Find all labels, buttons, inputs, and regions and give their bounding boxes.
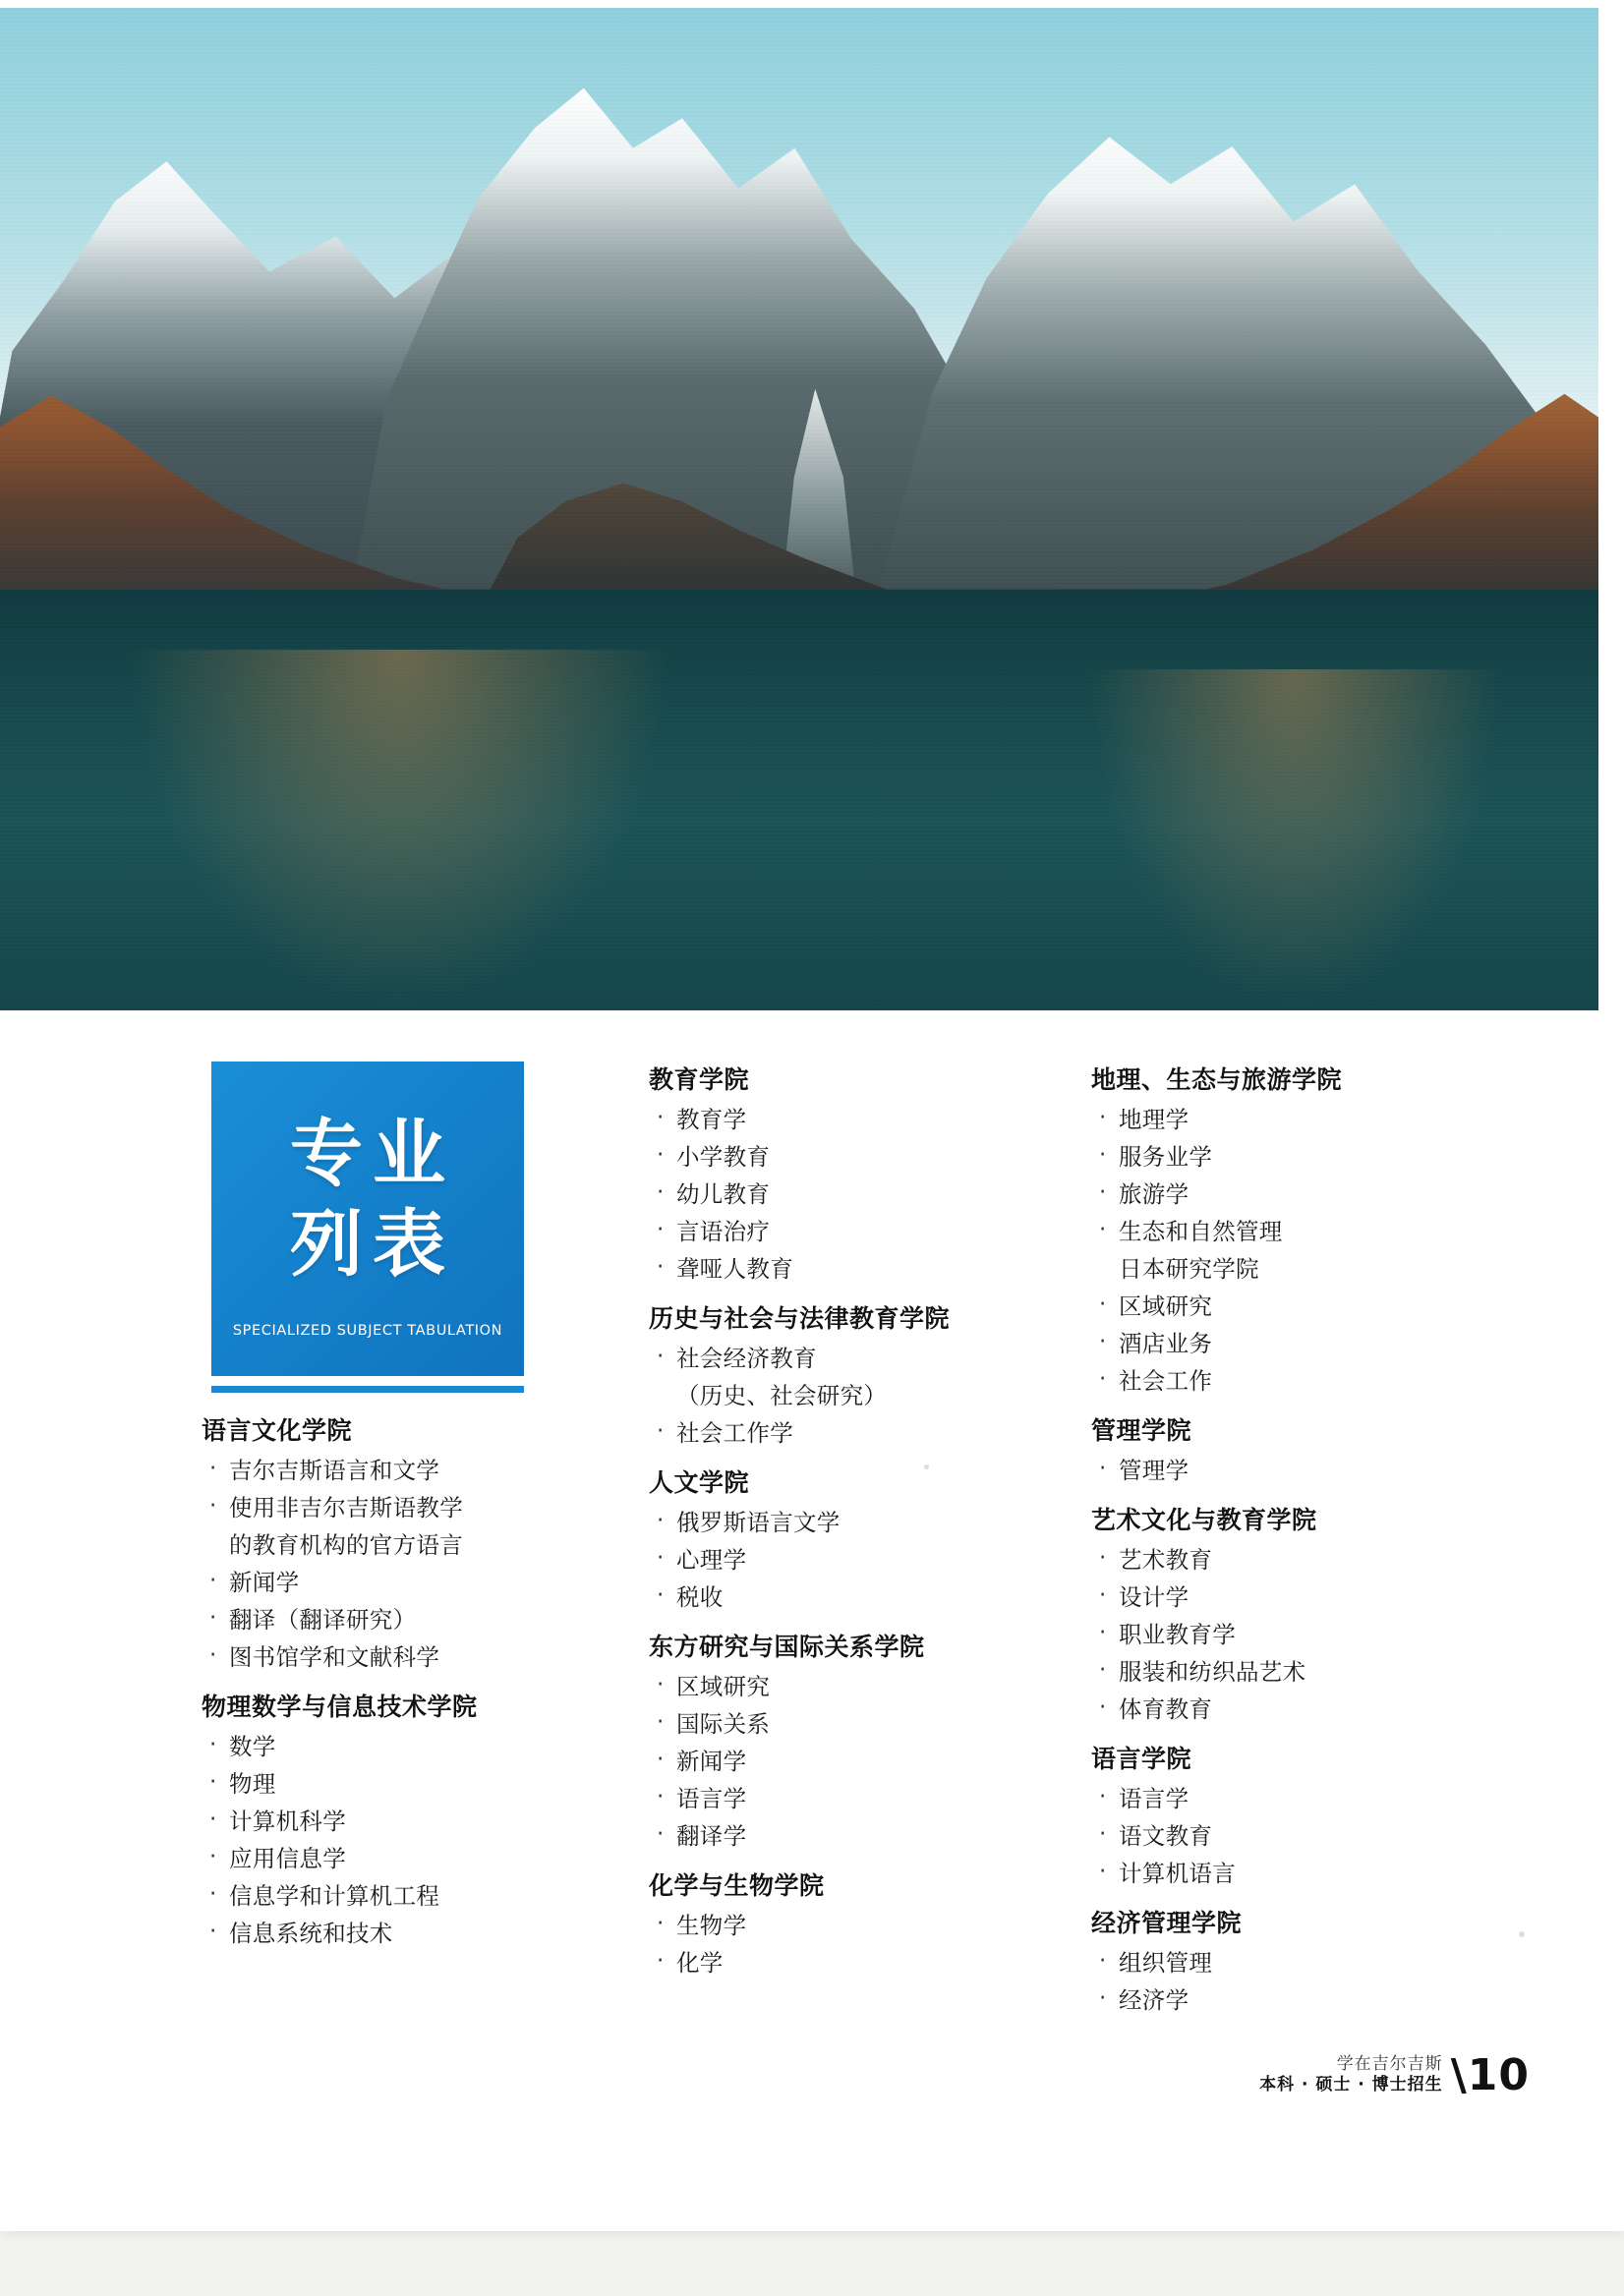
major-item: （历史、社会研究） bbox=[676, 1382, 888, 1409]
column-left bbox=[202, 1415, 565, 1968]
major-item: · 国际关系 bbox=[649, 1705, 1013, 1743]
major-list bbox=[649, 1340, 1013, 1452]
major-item: · 管理学 bbox=[1091, 1452, 1484, 1489]
major-item: · 应用信息学 bbox=[202, 1840, 565, 1877]
badge-underline bbox=[211, 1386, 524, 1393]
scan-speck bbox=[924, 1464, 929, 1469]
badge-title bbox=[211, 1109, 524, 1290]
major-item: · 心理学 bbox=[649, 1541, 1013, 1578]
badge-title-line2: 列表 bbox=[290, 1202, 455, 1287]
majors-content bbox=[0, 1017, 1624, 2231]
school-heading: 化学与生物学院 bbox=[649, 1871, 825, 1900]
school-heading: 管理学院 bbox=[1091, 1416, 1192, 1445]
major-item: · 翻译学 bbox=[649, 1817, 1013, 1855]
badge-subtitle: SPECIALIZED SUBJECT TABULATION bbox=[232, 1323, 503, 1339]
major-item: · 职业教育学 bbox=[1091, 1616, 1484, 1653]
major-item: · 幼儿教育 bbox=[649, 1176, 1013, 1213]
school-heading: 人文学院 bbox=[649, 1468, 750, 1497]
major-item: · 生物学 bbox=[649, 1907, 1013, 1944]
major-item: · 小学教育 bbox=[649, 1138, 1013, 1176]
school-heading: 经济管理学院 bbox=[1091, 1909, 1243, 1937]
major-item: · 俄罗斯语言文学 bbox=[649, 1504, 1013, 1541]
major-list bbox=[1091, 1452, 1484, 1489]
major-item: · 教育学 bbox=[649, 1101, 1013, 1138]
major-item: · 数学 bbox=[202, 1728, 565, 1765]
major-item: · 区域研究 bbox=[649, 1668, 1013, 1705]
major-item: · 酒店业务 bbox=[1091, 1325, 1484, 1362]
school-heading: 物理数学与信息技术学院 bbox=[202, 1693, 478, 1721]
major-item: · 使用非吉尔吉斯语教学 bbox=[202, 1489, 565, 1526]
school-heading: 艺术文化与教育学院 bbox=[1091, 1506, 1317, 1534]
major-item: · 社会工作学 bbox=[649, 1414, 1013, 1452]
major-list bbox=[649, 1668, 1013, 1855]
school-heading: 历史与社会与法律教育学院 bbox=[649, 1304, 951, 1333]
major-item: · 社会经济教育 bbox=[649, 1340, 1013, 1377]
school-heading: 地理、生态与旅游学院 bbox=[1091, 1065, 1343, 1094]
major-item: · 服装和纺织品艺术 bbox=[1091, 1653, 1484, 1691]
major-item: · 服务业学 bbox=[1091, 1138, 1484, 1176]
major-item: · 吉尔吉斯语言和文学 bbox=[202, 1452, 565, 1489]
major-item: · 新闻学 bbox=[202, 1564, 565, 1601]
major-item: · 地理学 bbox=[1091, 1101, 1484, 1138]
major-list bbox=[1091, 1101, 1484, 1400]
page-footer bbox=[1259, 2049, 1530, 2100]
school-heading: 语言文化学院 bbox=[202, 1416, 353, 1445]
major-list bbox=[1091, 1541, 1484, 1728]
school-heading: 教育学院 bbox=[649, 1065, 750, 1094]
footer-brand-line1: 学在吉尔吉斯 bbox=[1336, 2054, 1443, 2074]
specialized-subject-badge bbox=[211, 1062, 524, 1376]
major-item: · 翻译（翻译研究） bbox=[202, 1601, 565, 1638]
major-list bbox=[202, 1728, 565, 1952]
badge-title-line1: 专业 bbox=[290, 1112, 455, 1196]
major-list bbox=[202, 1452, 565, 1676]
major-item: · 语言学 bbox=[1091, 1780, 1484, 1817]
major-list bbox=[649, 1504, 1013, 1616]
major-item: · 信息学和计算机工程 bbox=[202, 1877, 565, 1915]
page-number: \10 bbox=[1450, 2049, 1530, 2100]
major-item: · 区域研究 bbox=[1091, 1288, 1484, 1325]
footer-brand bbox=[1259, 2054, 1443, 2096]
school-heading: 语言学院 bbox=[1091, 1745, 1192, 1773]
major-item: · 艺术教育 bbox=[1091, 1541, 1484, 1578]
major-item: 日本研究学院 bbox=[1119, 1255, 1259, 1283]
major-item: · 旅游学 bbox=[1091, 1176, 1484, 1213]
major-item: · 言语治疗 bbox=[649, 1213, 1013, 1250]
major-item: · 化学 bbox=[649, 1944, 1013, 1981]
major-item: · 物理 bbox=[202, 1765, 565, 1803]
major-list bbox=[649, 1101, 1013, 1288]
major-item: · 经济学 bbox=[1091, 1981, 1484, 2019]
major-item: · 聋哑人教育 bbox=[649, 1250, 1013, 1288]
major-item: 的教育机构的官方语言 bbox=[229, 1531, 463, 1559]
major-item: · 图书馆学和文献科学 bbox=[202, 1638, 565, 1676]
major-item: · 生态和自然管理 bbox=[1091, 1213, 1484, 1250]
major-item: · 组织管理 bbox=[1091, 1944, 1484, 1981]
major-item: · 计算机科学 bbox=[202, 1803, 565, 1840]
major-item: · 设计学 bbox=[1091, 1578, 1484, 1616]
photo-grain-overlay bbox=[0, 8, 1598, 1010]
major-item: · 信息系统和技术 bbox=[202, 1915, 565, 1952]
school-heading: 东方研究与国际关系学院 bbox=[649, 1633, 925, 1661]
column-right bbox=[1091, 1064, 1484, 2035]
major-item: · 语文教育 bbox=[1091, 1817, 1484, 1855]
major-item: · 语言学 bbox=[649, 1780, 1013, 1817]
scan-speck bbox=[1519, 1931, 1525, 1937]
major-item: · 税收 bbox=[649, 1578, 1013, 1616]
snowy-mountain-lake-photo bbox=[0, 8, 1598, 1010]
major-list bbox=[1091, 1780, 1484, 1892]
major-item: · 体育教育 bbox=[1091, 1691, 1484, 1728]
column-middle bbox=[649, 1064, 1013, 1997]
major-item: · 社会工作 bbox=[1091, 1362, 1484, 1400]
major-item: · 新闻学 bbox=[649, 1743, 1013, 1780]
major-item: · 计算机语言 bbox=[1091, 1855, 1484, 1892]
footer-brand-line2: 本科 · 硕士 · 博士招生 bbox=[1259, 2075, 1443, 2095]
major-list bbox=[649, 1907, 1013, 1981]
major-list bbox=[1091, 1944, 1484, 2019]
